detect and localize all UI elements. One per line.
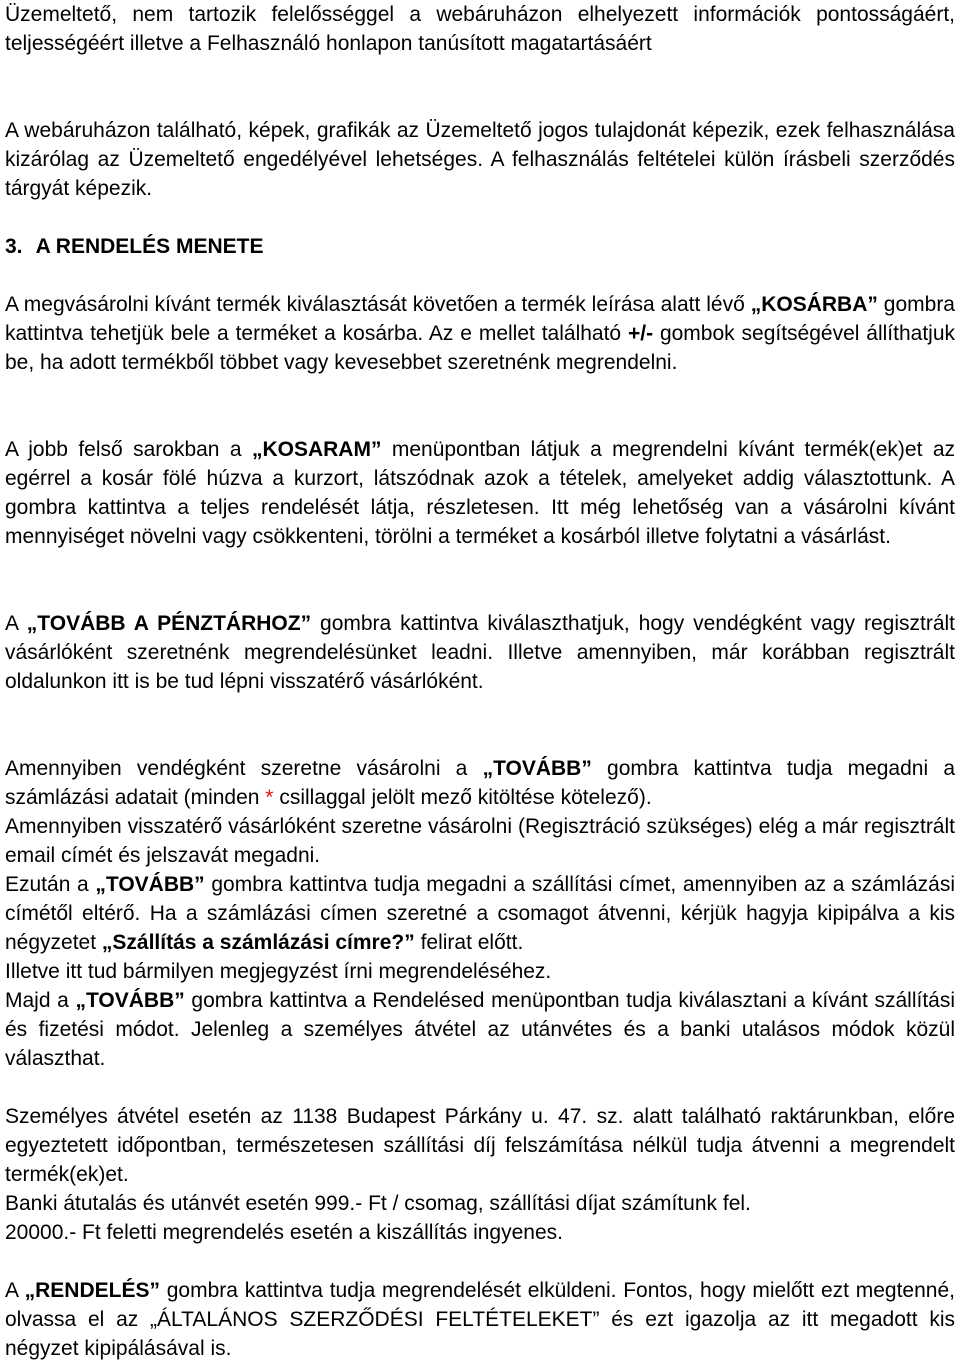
cart-text-c: gombra kattintva tehetjük bele a terméket a kosárba. Az e mellet található <box>5 293 955 345</box>
section-title: A RENDELÉS MENETE <box>35 235 264 258</box>
kosaram-label: „KOSARAM” <box>251 438 382 461</box>
order-text-a: A <box>5 1279 25 1302</box>
tovabb-label-1: „TOVÁBB” <box>482 757 592 780</box>
rendeles-label: „RENDELÉS” <box>24 1279 160 1302</box>
intro-paragraph-1 <box>5 0 955 58</box>
required-star: * <box>265 786 274 809</box>
cart-paragraph <box>5 290 955 377</box>
my-cart-paragraph <box>5 435 955 551</box>
billing-paragraph <box>5 754 955 812</box>
plus-minus-label: +/- <box>627 322 654 345</box>
fee-paragraph <box>5 1189 955 1218</box>
returning-paragraph <box>5 812 955 870</box>
shipping-text-j: felirat előtt. <box>414 931 524 954</box>
tovabb-label-3: „TOVÁBB” <box>75 989 185 1012</box>
my-cart-text-c: menüpontban látjuk a megrendelni kívánt termék(ek)et az egérrel a kosár fölé húzva a kurzort, látszódnak azok a tételek, amelyeket addig választottunk. A gombra kattintva a teljes rendelését látja, részletesen. Itt még lehetőség van a vásárolni kívánt mennyiséget növelni vagy csökkenteni, törölni a terméket a kosárból illetve folytatni a vásárlást. <box>5 438 955 548</box>
my-cart-text-a: A jobb felső sarokban a <box>5 438 252 461</box>
shipping-method-paragraph <box>5 986 955 1073</box>
order-paragraph <box>5 1276 955 1363</box>
cart-text-e: gombok segítségével állíthatjuk be, ha adott termékből többet vagy kevesebbet szeretnénk megrendelni. <box>5 322 955 374</box>
intro-text-2: A webáruházon található, képek, grafikák az Üzemeltető jogos tulajdonát képezik, ezek felhasználása kizárólag az Üzemeltető engedélyével lehetséges. A felhasználás feltételei külön írásbeli szerződés tárgyát képezik. <box>5 119 955 200</box>
billing-text-d: csillaggal jelölt mező kitöltése kötelező). <box>273 786 652 809</box>
pickup-paragraph <box>5 1102 955 1189</box>
free-shipping-paragraph <box>5 1218 955 1247</box>
section-heading <box>5 232 955 261</box>
intro-paragraph-2 <box>5 116 955 203</box>
checkout-text-a: A <box>5 612 27 635</box>
pickup-text: Személyes átvétel esetén az 1138 Budapest Párkány u. 47. sz. alatt található raktárunkban, előre egyeztetett időpontban, természetesen szállítási díj felszámítása nélkül tudja átvenni a megrendelt termék(ek)et. <box>5 1105 955 1186</box>
billing-text-c: gombra kattintva tudja megadni a számlázási adatait (minden <box>5 757 955 809</box>
shipping-address-paragraph <box>5 870 955 957</box>
section-number: 3. <box>5 235 23 258</box>
kosarba-label: „KOSÁRBA” <box>750 293 878 316</box>
checkout-paragraph <box>5 609 955 696</box>
shipping-text-h: gombra kattintva tudja megadni a szállítási címet, amennyiben az a számlázási címétől eltérő. Ha a számlázási címen szeretné a csomagot átvenni, kérjük hagyja kipipálva a kis négyzetet <box>5 873 955 954</box>
checkout-text-c: gombra kattintva kiválaszthatjuk, hogy vendégként vagy regisztrált vásárlóként szeretnénk megrendelésünket leadni. Illetve amennyiben, már korábban regisztrált oldalunkon itt is be tud lépni visszatérő vásárlóként. <box>5 612 955 693</box>
order-text-c: gombra kattintva tudja megrendelését elküldeni. Fontos, hogy mielőtt ezt megtenné, olvassa el az „ÁLTALÁNOS SZERZŐDÉSI FELTÉTELEKET” és ezt igazolja az itt megadott kis négyzet kipipálásával is. <box>5 1279 955 1360</box>
tovabb-label-2: „TOVÁBB” <box>95 873 205 896</box>
shipping-text-f: Ezután a <box>5 873 96 896</box>
fee-text: Banki átutalás és utánvét esetén 999.- Ft / csomag, szállítási díjat számítunk fel. <box>5 1192 751 1215</box>
billing-address-checkbox-label: „Szállítás a számlázási címre?” <box>101 931 415 954</box>
returning-text: Amennyiben visszatérő vásárlóként szeretne vásárolni (Regisztráció szükséges) elég a már regisztrált email címét és jelszavát megadni. <box>5 815 955 867</box>
note-paragraph <box>5 957 955 986</box>
method-text-l: Majd a <box>5 989 76 1012</box>
free-shipping-text: 20000.- Ft feletti megrendelés esetén a kiszállítás ingyenes. <box>5 1221 563 1244</box>
note-text: Illetve itt tud bármilyen megjegyzést írni megrendeléséhez. <box>5 960 552 983</box>
billing-text-a: Amennyiben vendégként szeretne vásárolni a <box>5 757 483 780</box>
checkout-label: „TOVÁBB A PÉNZTÁRHOZ” <box>26 612 312 635</box>
method-text-n: gombra kattintva a Rendelésed menüpontban tudja kiválasztani a kívánt szállítási és fizetési módot. Jelenleg a személyes átvétel az utánvétes és a banki utalásos módok közül választhat. <box>5 989 955 1070</box>
cart-text-a: A megvásárolni kívánt termék kiválasztását követően a termék leírása alatt lévő <box>5 293 751 316</box>
intro-text-1: Üzemeltető, nem tartozik felelősséggel a webáruházon elhelyezett információk pontosságáért, teljességéért illetve a Felhasználó honlapon tanúsított magatartásáért <box>5 3 955 55</box>
